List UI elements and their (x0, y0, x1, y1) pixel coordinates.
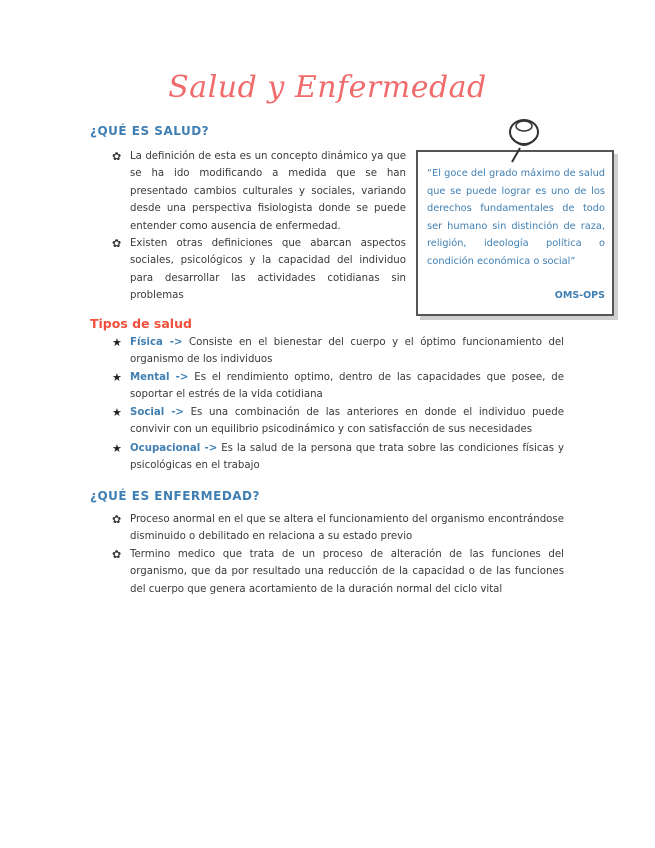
tipo-mental (130, 369, 564, 404)
tipo-fisica (130, 334, 564, 369)
tipo-text: Es una combinación de las anteriores en donde el individuo puede convivir con un equilibrio psicodinámico y con satisfacción de sus necesidades (130, 407, 564, 436)
star-icon: ★ (112, 371, 122, 384)
star-icon: ★ (112, 336, 122, 349)
star-icon: ★ (112, 406, 122, 419)
tipo-text: Consiste en el bienestar del cuerpo y el óptimo funcionamiento del organismo de los individuos (130, 337, 565, 366)
tipos-heading: Tipos de salud (90, 316, 192, 331)
salud-item-2: Existen otras definiciones que abarcan aspectos sociales, psicológicos y la capacidad del individuo para desarrollar las actividades cotidianas sin problemas (130, 238, 406, 302)
quote-author: OMS-OPS (554, 290, 605, 301)
tipo-label: Ocupacional -> (130, 443, 218, 454)
tipo-text: Es el rendimiento optimo, dentro de las capacidades que posee, de soportar el estrés de la vida cotidiana (130, 372, 564, 401)
enfermedad-item-1: Proceso anormal en el que se altera el funcionamiento del organismo encontrándose disminuido o debilitado en relaciona a su estado previo (130, 514, 564, 543)
flower-icon: ✿ (112, 513, 122, 526)
quote-card (416, 150, 614, 316)
tipo-ocupacional (130, 440, 564, 475)
flower-icon: ✿ (112, 150, 122, 163)
tipo-label: Social -> (130, 407, 184, 418)
tipo-social (130, 404, 564, 439)
salud-item-1: La definición de esta es un concepto dinámico ya que se ha ido modificando a medida que se han presentado cambios culturales y sociales, variando desde una perspectiva fisiologista donde se puede entender como ausencia de enfermedad. (130, 151, 406, 232)
pushpin-icon (500, 112, 546, 168)
flower-icon: ✿ (112, 237, 122, 250)
tipo-text: Es la salud de la persona que trata sobre las condiciones físicas y psicológicas en el trabajo (130, 443, 564, 472)
tipo-label: Física -> (130, 337, 183, 348)
flower-icon: ✿ (112, 548, 122, 561)
quote-text: “El goce del grado máximo de salud que se puede lograr es uno de los derechos fundamentales de todo ser humano sin distinción de raza, religión, ideología política o condición económica o social” (427, 168, 605, 267)
enfermedad-item-2: Termino medico que trata de un proceso de alteración de las funciones del organismo, que da por resultado una reducción de la capacidad o de las funciones del cuerpo que genera acortamiento de la duración normal del ciclo vital (130, 549, 564, 595)
page-title: Salud y Enfermedad (168, 70, 487, 105)
star-icon: ★ (112, 442, 122, 455)
tipo-label: Mental -> (130, 372, 189, 383)
enfermedad-heading: ¿QUÉ ES ENFERMEDAD? (90, 489, 260, 503)
salud-heading: ¿QUÉ ES SALUD? (90, 124, 210, 138)
